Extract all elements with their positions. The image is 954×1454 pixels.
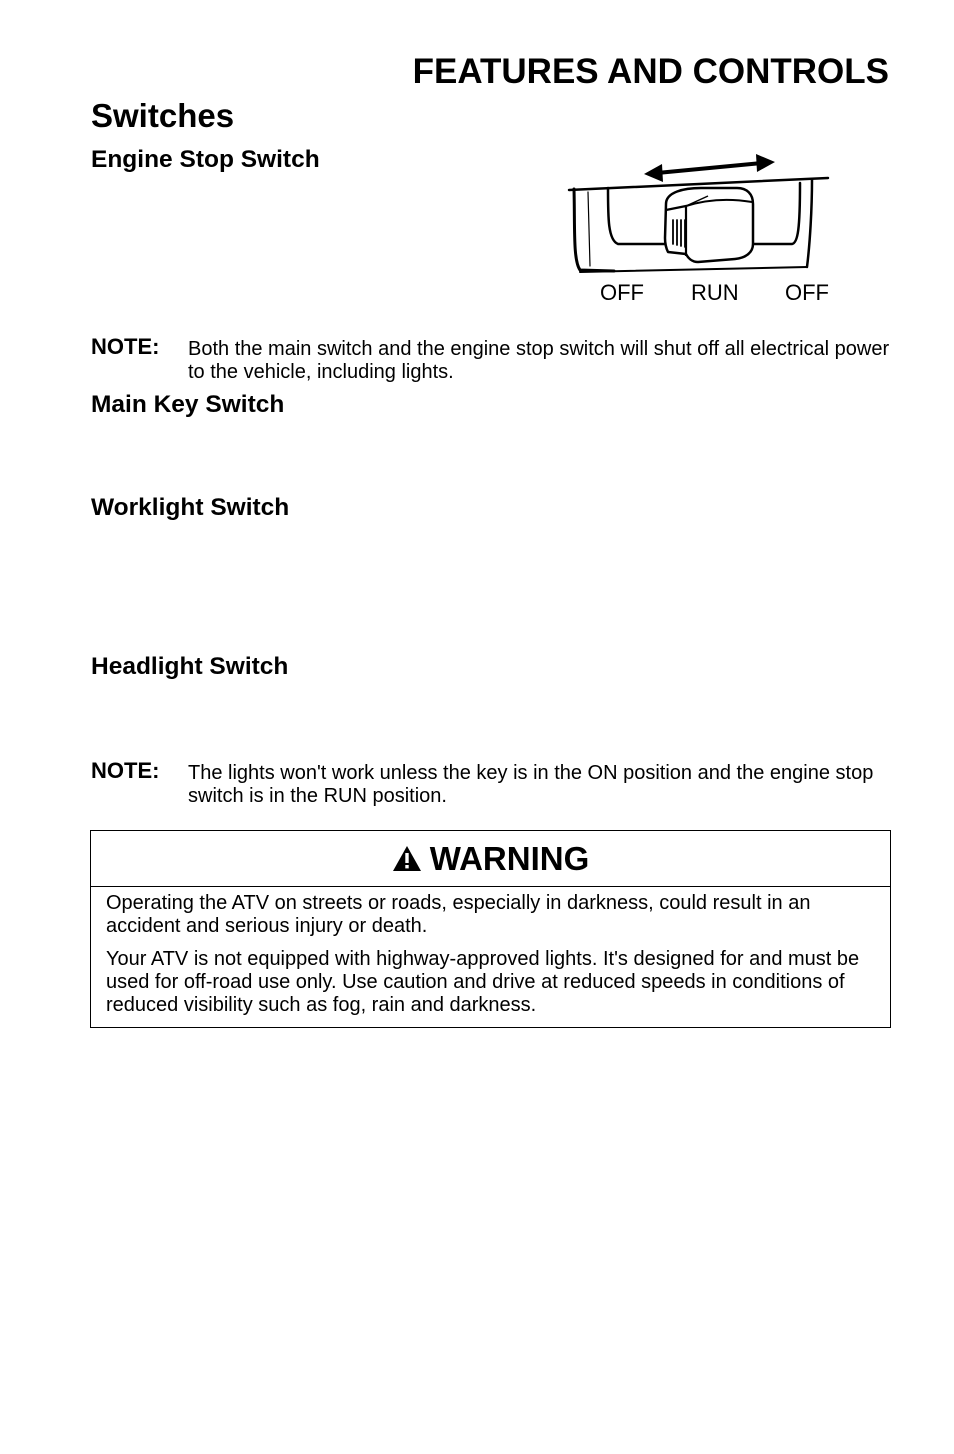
switch-drawing — [560, 148, 845, 278]
note-electrical-shutoff — [91, 336, 901, 384]
note-text: The lights won't work unless the key is in the ON position and the engine stop switch is in the RUN position. — [188, 762, 874, 807]
double-arrow-icon — [644, 154, 775, 182]
position-label-off-left: OFF — [600, 280, 644, 305]
heading-headlight-switch: Headlight Switch — [91, 653, 289, 680]
position-label-run: RUN — [691, 280, 739, 305]
position-label-off-right: OFF — [785, 280, 829, 305]
heading-worklight-switch: Worklight Switch — [91, 494, 290, 521]
heading-main-key-switch: Main Key Switch — [91, 391, 285, 418]
section-title: Switches — [91, 97, 235, 134]
heading-engine-stop-switch: Engine Stop Switch — [91, 146, 320, 173]
warning-triangle-icon — [392, 845, 422, 872]
rocker-switch — [665, 188, 753, 262]
note-text: Both the main switch and the engine stop switch will shut off all electrical power to the vehicle, including lights. — [188, 338, 890, 383]
chapter-title: FEATURES AND CONTROLS — [412, 52, 889, 91]
warning-paragraph: Operating the ATV on streets or roads, especially in darkness, could result in an accident and serious injury or death. — [106, 892, 811, 937]
warning-body — [91, 887, 890, 1017]
note-label: NOTE: — [91, 334, 160, 359]
warning-paragraph: Your ATV is not equipped with highway-approved lights. It's designed for and must be used for off-road use only. Use caution and drive at reduced speeds in conditions of reduced visibility such as fog, rain and darkness. — [106, 948, 860, 1016]
warning-box — [90, 830, 891, 1028]
note-label: NOTE: — [91, 758, 160, 783]
engine-stop-switch-illustration — [560, 148, 845, 313]
warning-header — [91, 831, 890, 887]
note-lights-requirement — [91, 760, 901, 808]
warning-title: WARNING — [429, 840, 590, 877]
